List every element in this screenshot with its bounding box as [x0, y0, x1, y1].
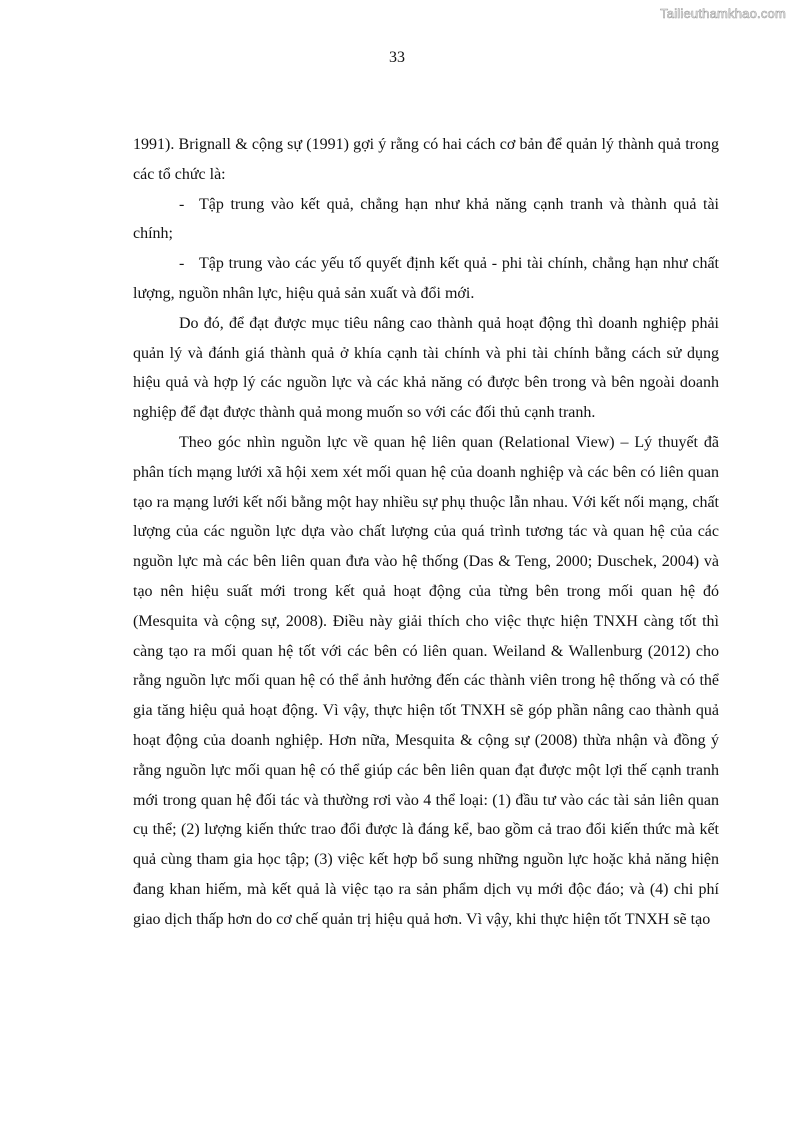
bullet-text: Tập trung vào kết quả, chẳng hạn như khả năng cạnh tranh và thành quả tài chính; [133, 195, 719, 243]
document-body [133, 130, 719, 935]
bullet-item [133, 190, 719, 250]
bullet-text: Tập trung vào các yếu tố quyết định kết quả - phi tài chính, chẳng hạn như chất lượng, nguồn nhân lực, hiệu quả sản xuất và đổi mới. [133, 255, 719, 302]
paragraph: Theo góc nhìn nguồn lực về quan hệ liên quan (Relational View) – Lý thuyết đã phân tích mạng lưới xã hội xem xét mối quan hệ của doanh nghiệp và các bên có liên quan tạo ra mạng lưới kết nối bằng một hay nhiều sự phụ thuộc lẫn nhau. Với kết nối mạng, chất lượng của các nguồn lực dựa vào chất lượng của quá trình tương tác và quan hệ của các nguồn lực mà các bên liên quan đưa vào hệ thống (Das & Teng, 2000; Duschek, 2004) và tạo nên hiệu suất mới trong kết quả hoạt động của từng bên trong mối quan hệ đó (Mesquita và cộng sự, 2008). Điều này giải thích cho việc thực hiện TNXH càng tốt thì càng tạo ra mối quan hệ tốt với các bên có liên quan. Weiland & Wallenburg (2012) cho rằng nguồn lực mối quan hệ có thể ảnh hưởng đến các thành viên trong hệ thống và có thể gia tăng hiệu quả hoạt động. Vì vậy, thực hiện tốt TNXH sẽ góp phần nâng cao thành quả hoạt động của doanh nghiệp. Hơn nữa, Mesquita & cộng sự (2008) thừa nhận và đồng ý rằng nguồn lực mối quan hệ có thể giúp các bên liên quan đạt được một lợi thế cạnh tranh mới trong quan hệ đối tác và thường rơi vào 4 thể loại: (1) đầu tư vào các tài sản liên quan cụ thể; (2) lượng kiến thức trao đổi được là đáng kể, bao gồm cả trao đổi kiến thức mà kết quả cùng tham gia học tập; (3) việc kết hợp bổ sung những nguồn lực hoặc khả năng hiện đang khan hiếm, mà kết quả là việc tạo ra sản phẩm dịch vụ mới độc đáo; và (4) chi phí giao dịch thấp hơn do cơ chế quản trị hiệu quả hơn. Vì vậy, khi thực hiện tốt TNXH sẽ tạo [133, 433, 719, 928]
watermark: Tailieuthamkhao.com [660, 6, 786, 21]
paragraph: 1991). Brignall & cộng sự (1991) gợi ý rằng có hai cách cơ bản để quản lý thành quả trong các tổ chức là: [133, 136, 719, 183]
bullet-dash: - [179, 255, 185, 273]
bullet-dash: - [179, 195, 185, 213]
page-number: 33 [389, 49, 405, 66]
paragraph: Do đó, để đạt được mục tiêu nâng cao thành quả hoạt động thì doanh nghiệp phải quản lý và đánh giá thành quả ở khía cạnh tài chính và phi tài chính bằng cách sử dụng hiệu quả và hợp lý các nguồn lực và các khả năng có được bên trong và bên ngoài doanh nghiệp để đạt được thành quả mong muốn so với các đối thủ cạnh tranh. [133, 314, 719, 422]
bullet-item [133, 249, 719, 309]
